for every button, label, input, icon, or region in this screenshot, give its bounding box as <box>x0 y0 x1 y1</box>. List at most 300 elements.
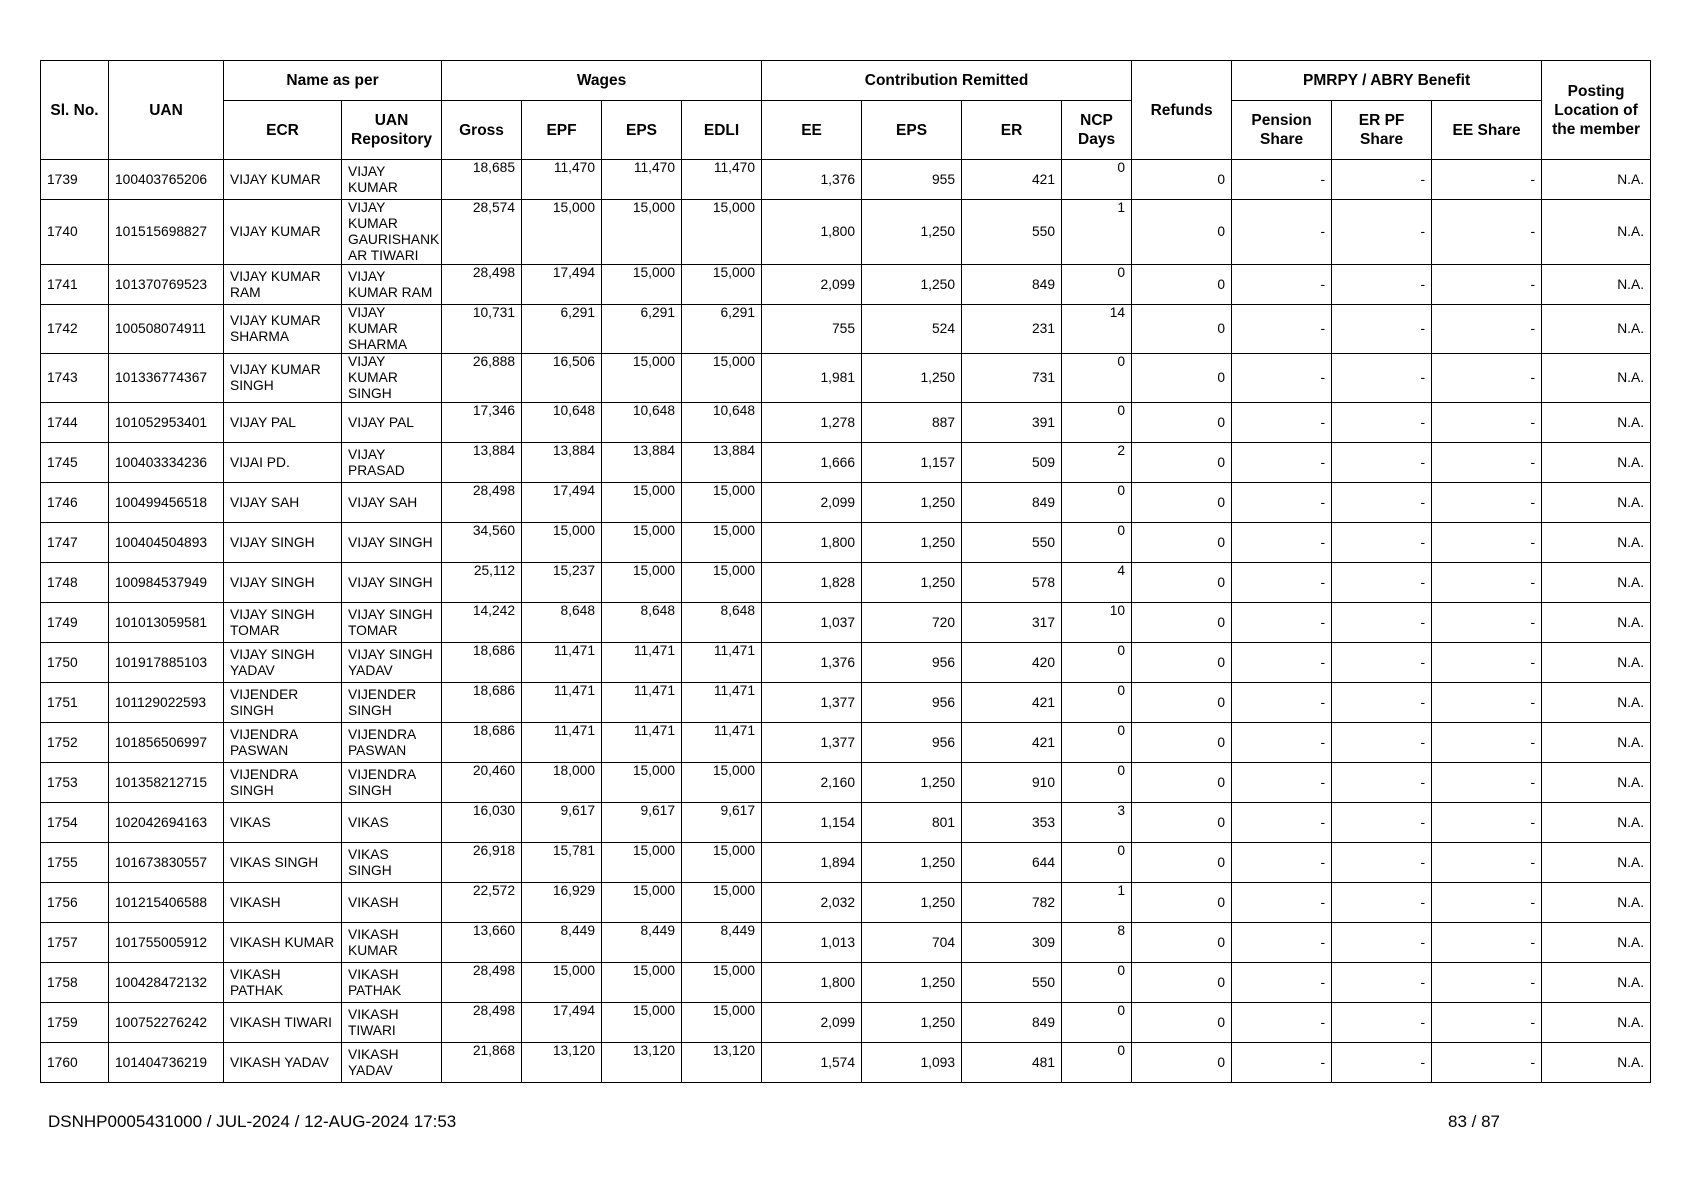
table-row <box>41 643 1651 683</box>
cell-name-ecr: VIKASH TIWARI <box>224 1003 342 1043</box>
cell-edli: 6,291 <box>682 305 762 354</box>
cell-ncp-days: 3 <box>1062 803 1132 843</box>
cell-name-uan-repository: VIJAY KUMAR SINGH <box>342 354 442 403</box>
cell-eps: 15,000 <box>602 763 682 803</box>
cell-contribution-eps: 887 <box>862 403 962 443</box>
cell-eps: 15,000 <box>602 483 682 523</box>
cell-ncp-days: 0 <box>1062 403 1132 443</box>
cell-refunds: 0 <box>1132 563 1232 603</box>
cell-uan: 101129022593 <box>109 683 224 723</box>
cell-ee: 1,376 <box>762 160 862 200</box>
table-header <box>41 61 1651 160</box>
cell-epf: 11,471 <box>522 723 602 763</box>
table-row <box>41 265 1651 305</box>
cell-refunds: 0 <box>1132 923 1232 963</box>
cell-name-uan-repository: VIJAY KUMAR RAM <box>342 265 442 305</box>
cell-er: 849 <box>962 1003 1062 1043</box>
cell-pension-share: - <box>1232 1043 1332 1083</box>
header-gross: Gross <box>442 101 522 160</box>
cell-contribution-eps: 1,250 <box>862 963 962 1003</box>
cell-ee: 1,666 <box>762 443 862 483</box>
page-number: 83 / 87 <box>1448 1112 1500 1131</box>
cell-eps: 11,471 <box>602 723 682 763</box>
cell-contribution-eps: 956 <box>862 683 962 723</box>
cell-ee-share: - <box>1432 683 1542 723</box>
cell-name-ecr: VIJENDER SINGH <box>224 683 342 723</box>
cell-ee-share: - <box>1432 883 1542 923</box>
cell-gross: 18,685 <box>442 160 522 200</box>
cell-epf: 9,617 <box>522 803 602 843</box>
cell-posting-location: N.A. <box>1542 923 1651 963</box>
cell-uan: 101052953401 <box>109 403 224 443</box>
header-name-as-per: Name as per <box>224 61 442 101</box>
cell-epf: 16,929 <box>522 883 602 923</box>
cell-ee-share: - <box>1432 1043 1542 1083</box>
cell-edli: 15,000 <box>682 483 762 523</box>
cell-er-pf-share: - <box>1332 443 1432 483</box>
cell-ee: 1,377 <box>762 683 862 723</box>
cell-name-ecr: VIKASH YADAV <box>224 1043 342 1083</box>
cell-er-pf-share: - <box>1332 1003 1432 1043</box>
cell-ee-share: - <box>1432 563 1542 603</box>
cell-ee-share: - <box>1432 443 1542 483</box>
cell-er: 782 <box>962 883 1062 923</box>
cell-name-uan-repository: VIJAY SINGH TOMAR <box>342 603 442 643</box>
cell-eps: 8,449 <box>602 923 682 963</box>
cell-uan: 101755005912 <box>109 923 224 963</box>
table-row <box>41 723 1651 763</box>
cell-ee: 2,032 <box>762 883 862 923</box>
cell-er: 550 <box>962 963 1062 1003</box>
cell-refunds: 0 <box>1132 305 1232 354</box>
cell-pension-share: - <box>1232 200 1332 265</box>
cell-name-ecr: VIJAY KUMAR SHARMA <box>224 305 342 354</box>
cell-ncp-days: 0 <box>1062 723 1132 763</box>
cell-name-ecr: VIKASH KUMAR <box>224 923 342 963</box>
cell-name-uan-repository: VIKAS SINGH <box>342 843 442 883</box>
cell-uan: 101404736219 <box>109 1043 224 1083</box>
cell-er-pf-share: - <box>1332 803 1432 843</box>
table-row <box>41 305 1651 354</box>
cell-gross: 10,731 <box>442 305 522 354</box>
cell-refunds: 0 <box>1132 723 1232 763</box>
cell-gross: 21,868 <box>442 1043 522 1083</box>
table-row <box>41 1003 1651 1043</box>
cell-ncp-days: 10 <box>1062 603 1132 643</box>
cell-uan: 101336774367 <box>109 354 224 403</box>
cell-name-uan-repository: VIJAY KUMAR SHARMA <box>342 305 442 354</box>
header-ecr: ECR <box>224 101 342 160</box>
cell-uan: 101013059581 <box>109 603 224 643</box>
cell-gross: 28,574 <box>442 200 522 265</box>
table-row <box>41 603 1651 643</box>
cell-epf: 11,471 <box>522 683 602 723</box>
cell-er-pf-share: - <box>1332 763 1432 803</box>
cell-eps: 6,291 <box>602 305 682 354</box>
cell-epf: 17,494 <box>522 265 602 305</box>
cell-refunds: 0 <box>1132 523 1232 563</box>
cell-edli: 15,000 <box>682 523 762 563</box>
table-row <box>41 763 1651 803</box>
cell-name-ecr: VIJAY KUMAR <box>224 160 342 200</box>
cell-ee: 1,154 <box>762 803 862 843</box>
cell-sl-no: 1753 <box>41 763 109 803</box>
header-pmrpy-abry: PMRPY / ABRY Benefit <box>1232 61 1542 101</box>
table-row <box>41 963 1651 1003</box>
cell-ee: 755 <box>762 305 862 354</box>
cell-er-pf-share: - <box>1332 1043 1432 1083</box>
cell-eps: 15,000 <box>602 354 682 403</box>
header-refunds: Refunds <box>1132 61 1232 160</box>
cell-edli: 11,470 <box>682 160 762 200</box>
cell-name-ecr: VIJAY SINGH <box>224 523 342 563</box>
cell-pension-share: - <box>1232 443 1332 483</box>
cell-epf: 11,471 <box>522 643 602 683</box>
cell-name-ecr: VIKAS <box>224 803 342 843</box>
cell-name-uan-repository: VIKASH TIWARI <box>342 1003 442 1043</box>
cell-contribution-eps: 955 <box>862 160 962 200</box>
cell-ee: 1,377 <box>762 723 862 763</box>
cell-uan: 101673830557 <box>109 843 224 883</box>
cell-eps: 15,000 <box>602 843 682 883</box>
cell-contribution-eps: 1,250 <box>862 354 962 403</box>
cell-epf: 8,449 <box>522 923 602 963</box>
cell-ncp-days: 0 <box>1062 683 1132 723</box>
cell-er-pf-share: - <box>1332 843 1432 883</box>
cell-gross: 28,498 <box>442 963 522 1003</box>
cell-epf: 17,494 <box>522 483 602 523</box>
cell-ee: 1,278 <box>762 403 862 443</box>
cell-posting-location: N.A. <box>1542 523 1651 563</box>
cell-ncp-days: 1 <box>1062 200 1132 265</box>
cell-posting-location: N.A. <box>1542 403 1651 443</box>
header-edli: EDLI <box>682 101 762 160</box>
cell-name-ecr: VIJAY PAL <box>224 403 342 443</box>
cell-edli: 15,000 <box>682 200 762 265</box>
cell-contribution-eps: 1,250 <box>862 763 962 803</box>
cell-ncp-days: 8 <box>1062 923 1132 963</box>
cell-ee-share: - <box>1432 483 1542 523</box>
cell-ee-share: - <box>1432 923 1542 963</box>
cell-posting-location: N.A. <box>1542 1043 1651 1083</box>
cell-posting-location: N.A. <box>1542 963 1651 1003</box>
cell-refunds: 0 <box>1132 1003 1232 1043</box>
table-row <box>41 160 1651 200</box>
cell-er: 309 <box>962 923 1062 963</box>
cell-eps: 11,471 <box>602 643 682 683</box>
cell-refunds: 0 <box>1132 843 1232 883</box>
cell-edli: 11,471 <box>682 723 762 763</box>
cell-eps: 13,120 <box>602 1043 682 1083</box>
cell-edli: 11,471 <box>682 643 762 683</box>
cell-ee-share: - <box>1432 160 1542 200</box>
cell-sl-no: 1747 <box>41 523 109 563</box>
cell-er: 353 <box>962 803 1062 843</box>
cell-uan: 100508074911 <box>109 305 224 354</box>
cell-uan: 100403765206 <box>109 160 224 200</box>
cell-er: 391 <box>962 403 1062 443</box>
cell-ee-share: - <box>1432 723 1542 763</box>
cell-posting-location: N.A. <box>1542 723 1651 763</box>
cell-eps: 15,000 <box>602 563 682 603</box>
cell-uan: 100752276242 <box>109 1003 224 1043</box>
table-row <box>41 354 1651 403</box>
cell-ee-share: - <box>1432 803 1542 843</box>
table-row <box>41 843 1651 883</box>
cell-ee-share: - <box>1432 843 1542 883</box>
table-row <box>41 923 1651 963</box>
cell-epf: 15,000 <box>522 200 602 265</box>
cell-name-ecr: VIJENDRA SINGH <box>224 763 342 803</box>
cell-ncp-days: 0 <box>1062 963 1132 1003</box>
cell-contribution-eps: 1,250 <box>862 1003 962 1043</box>
cell-pension-share: - <box>1232 483 1332 523</box>
cell-er-pf-share: - <box>1332 403 1432 443</box>
cell-er: 578 <box>962 563 1062 603</box>
cell-sl-no: 1755 <box>41 843 109 883</box>
header-epf: EPF <box>522 101 602 160</box>
cell-pension-share: - <box>1232 403 1332 443</box>
cell-posting-location: N.A. <box>1542 883 1651 923</box>
cell-er: 317 <box>962 603 1062 643</box>
cell-sl-no: 1742 <box>41 305 109 354</box>
cell-ee-share: - <box>1432 643 1542 683</box>
cell-epf: 10,648 <box>522 403 602 443</box>
cell-name-ecr: VIJAI PD. <box>224 443 342 483</box>
cell-posting-location: N.A. <box>1542 200 1651 265</box>
header-uan-repository: UAN Repository <box>342 101 442 160</box>
cell-er-pf-share: - <box>1332 200 1432 265</box>
cell-sl-no: 1744 <box>41 403 109 443</box>
cell-contribution-eps: 1,250 <box>862 883 962 923</box>
cell-sl-no: 1748 <box>41 563 109 603</box>
cell-ee-share: - <box>1432 763 1542 803</box>
header-contribution-eps: EPS <box>862 101 962 160</box>
cell-edli: 15,000 <box>682 354 762 403</box>
cell-pension-share: - <box>1232 354 1332 403</box>
cell-name-ecr: VIKASH <box>224 883 342 923</box>
cell-er: 421 <box>962 160 1062 200</box>
cell-epf: 15,781 <box>522 843 602 883</box>
cell-uan: 100428472132 <box>109 963 224 1003</box>
table-row <box>41 200 1651 265</box>
table-row <box>41 483 1651 523</box>
cell-gross: 17,346 <box>442 403 522 443</box>
cell-er: 910 <box>962 763 1062 803</box>
cell-sl-no: 1749 <box>41 603 109 643</box>
cell-ee: 1,013 <box>762 923 862 963</box>
cell-name-uan-repository: VIJAY SINGH YADAV <box>342 643 442 683</box>
cell-posting-location: N.A. <box>1542 160 1651 200</box>
cell-name-uan-repository: VIJAY KUMAR <box>342 160 442 200</box>
cell-pension-share: - <box>1232 923 1332 963</box>
cell-name-uan-repository: VIJENDRA SINGH <box>342 763 442 803</box>
cell-refunds: 0 <box>1132 443 1232 483</box>
cell-ee-share: - <box>1432 963 1542 1003</box>
cell-pension-share: - <box>1232 603 1332 643</box>
cell-er-pf-share: - <box>1332 354 1432 403</box>
cell-ee: 2,099 <box>762 1003 862 1043</box>
cell-gross: 13,884 <box>442 443 522 483</box>
cell-name-uan-repository: VIKAS <box>342 803 442 843</box>
cell-ncp-days: 0 <box>1062 265 1132 305</box>
table-row <box>41 803 1651 843</box>
cell-uan: 100404504893 <box>109 523 224 563</box>
cell-ee-share: - <box>1432 200 1542 265</box>
cell-refunds: 0 <box>1132 200 1232 265</box>
cell-edli: 8,449 <box>682 923 762 963</box>
cell-er-pf-share: - <box>1332 683 1432 723</box>
header-er: ER <box>962 101 1062 160</box>
cell-posting-location: N.A. <box>1542 843 1651 883</box>
cell-contribution-eps: 1,250 <box>862 843 962 883</box>
cell-name-ecr: VIJAY KUMAR SINGH <box>224 354 342 403</box>
cell-contribution-eps: 1,250 <box>862 483 962 523</box>
cell-refunds: 0 <box>1132 603 1232 643</box>
cell-pension-share: - <box>1232 963 1332 1003</box>
cell-name-ecr: VIKASH PATHAK <box>224 963 342 1003</box>
cell-eps: 8,648 <box>602 603 682 643</box>
cell-uan: 100984537949 <box>109 563 224 603</box>
table-row <box>41 403 1651 443</box>
cell-ncp-days: 4 <box>1062 563 1132 603</box>
table-row <box>41 443 1651 483</box>
cell-ee: 1,376 <box>762 643 862 683</box>
cell-name-ecr: VIJENDRA PASWAN <box>224 723 342 763</box>
cell-refunds: 0 <box>1132 265 1232 305</box>
cell-er-pf-share: - <box>1332 923 1432 963</box>
cell-sl-no: 1740 <box>41 200 109 265</box>
document-reference: DSNHP0005431000 / JUL-2024 / 12-AUG-2024 17:53 <box>48 1112 457 1131</box>
cell-epf: 15,237 <box>522 563 602 603</box>
cell-pension-share: - <box>1232 883 1332 923</box>
cell-ee: 1,800 <box>762 200 862 265</box>
cell-er-pf-share: - <box>1332 883 1432 923</box>
header-pension-share: Pension Share <box>1232 101 1332 160</box>
cell-uan: 100499456518 <box>109 483 224 523</box>
cell-eps: 11,470 <box>602 160 682 200</box>
cell-ee: 2,099 <box>762 483 862 523</box>
cell-edli: 13,884 <box>682 443 762 483</box>
cell-eps: 11,471 <box>602 683 682 723</box>
cell-epf: 13,884 <box>522 443 602 483</box>
cell-gross: 13,660 <box>442 923 522 963</box>
cell-edli: 15,000 <box>682 963 762 1003</box>
cell-uan: 101856506997 <box>109 723 224 763</box>
cell-ncp-days: 0 <box>1062 354 1132 403</box>
cell-ncp-days: 0 <box>1062 160 1132 200</box>
cell-sl-no: 1758 <box>41 963 109 1003</box>
cell-refunds: 0 <box>1132 1043 1232 1083</box>
cell-contribution-eps: 524 <box>862 305 962 354</box>
cell-name-uan-repository: VIJAY KUMAR GAURISHANK AR TIWARI <box>342 200 442 265</box>
cell-ee-share: - <box>1432 403 1542 443</box>
cell-epf: 15,000 <box>522 523 602 563</box>
table-row <box>41 883 1651 923</box>
cell-name-uan-repository: VIKASH PATHAK <box>342 963 442 1003</box>
cell-pension-share: - <box>1232 305 1332 354</box>
header-posting-location: Posting Location of the member <box>1542 61 1651 160</box>
cell-uan: 102042694163 <box>109 803 224 843</box>
cell-edli: 15,000 <box>682 563 762 603</box>
cell-epf: 11,470 <box>522 160 602 200</box>
cell-epf: 18,000 <box>522 763 602 803</box>
cell-refunds: 0 <box>1132 683 1232 723</box>
cell-ee-share: - <box>1432 1003 1542 1043</box>
cell-refunds: 0 <box>1132 763 1232 803</box>
cell-sl-no: 1757 <box>41 923 109 963</box>
header-uan: UAN <box>109 61 224 160</box>
cell-name-uan-repository: VIKASH KUMAR <box>342 923 442 963</box>
cell-ncp-days: 0 <box>1062 763 1132 803</box>
cell-sl-no: 1739 <box>41 160 109 200</box>
cell-er: 731 <box>962 354 1062 403</box>
cell-ncp-days: 2 <box>1062 443 1132 483</box>
cell-ncp-days: 0 <box>1062 643 1132 683</box>
cell-contribution-eps: 1,093 <box>862 1043 962 1083</box>
cell-posting-location: N.A. <box>1542 354 1651 403</box>
cell-posting-location: N.A. <box>1542 265 1651 305</box>
cell-er: 550 <box>962 523 1062 563</box>
cell-name-ecr: VIJAY SAH <box>224 483 342 523</box>
cell-uan: 101370769523 <box>109 265 224 305</box>
table-row <box>41 563 1651 603</box>
cell-er: 231 <box>962 305 1062 354</box>
cell-ncp-days: 0 <box>1062 483 1132 523</box>
cell-refunds: 0 <box>1132 963 1232 1003</box>
cell-name-uan-repository: VIJAY PAL <box>342 403 442 443</box>
cell-ncp-days: 1 <box>1062 883 1132 923</box>
cell-name-uan-repository: VIJAY SAH <box>342 483 442 523</box>
cell-edli: 15,000 <box>682 843 762 883</box>
cell-eps: 10,648 <box>602 403 682 443</box>
cell-pension-share: - <box>1232 723 1332 763</box>
cell-sl-no: 1741 <box>41 265 109 305</box>
header-ncp-days: NCP Days <box>1062 101 1132 160</box>
cell-pension-share: - <box>1232 265 1332 305</box>
cell-sl-no: 1743 <box>41 354 109 403</box>
cell-ee-share: - <box>1432 265 1542 305</box>
cell-epf: 13,120 <box>522 1043 602 1083</box>
cell-sl-no: 1746 <box>41 483 109 523</box>
header-ee-share: EE Share <box>1432 101 1542 160</box>
cell-contribution-eps: 1,250 <box>862 200 962 265</box>
cell-posting-location: N.A. <box>1542 305 1651 354</box>
cell-contribution-eps: 704 <box>862 923 962 963</box>
cell-er-pf-share: - <box>1332 265 1432 305</box>
cell-refunds: 0 <box>1132 883 1232 923</box>
cell-gross: 20,460 <box>442 763 522 803</box>
header-sl-no: Sl. No. <box>41 61 109 160</box>
cell-contribution-eps: 1,250 <box>862 563 962 603</box>
cell-uan: 101515698827 <box>109 200 224 265</box>
cell-edli: 9,617 <box>682 803 762 843</box>
cell-gross: 25,112 <box>442 563 522 603</box>
cell-edli: 10,648 <box>682 403 762 443</box>
cell-er: 421 <box>962 723 1062 763</box>
cell-er-pf-share: - <box>1332 603 1432 643</box>
cell-ee: 1,800 <box>762 963 862 1003</box>
cell-ee: 1,574 <box>762 1043 862 1083</box>
cell-ee: 2,160 <box>762 763 862 803</box>
cell-gross: 18,686 <box>442 683 522 723</box>
cell-name-uan-repository: VIJENDRA PASWAN <box>342 723 442 763</box>
cell-edli: 15,000 <box>682 265 762 305</box>
cell-eps: 15,000 <box>602 1003 682 1043</box>
cell-posting-location: N.A. <box>1542 1003 1651 1043</box>
cell-sl-no: 1751 <box>41 683 109 723</box>
cell-edli: 15,000 <box>682 1003 762 1043</box>
